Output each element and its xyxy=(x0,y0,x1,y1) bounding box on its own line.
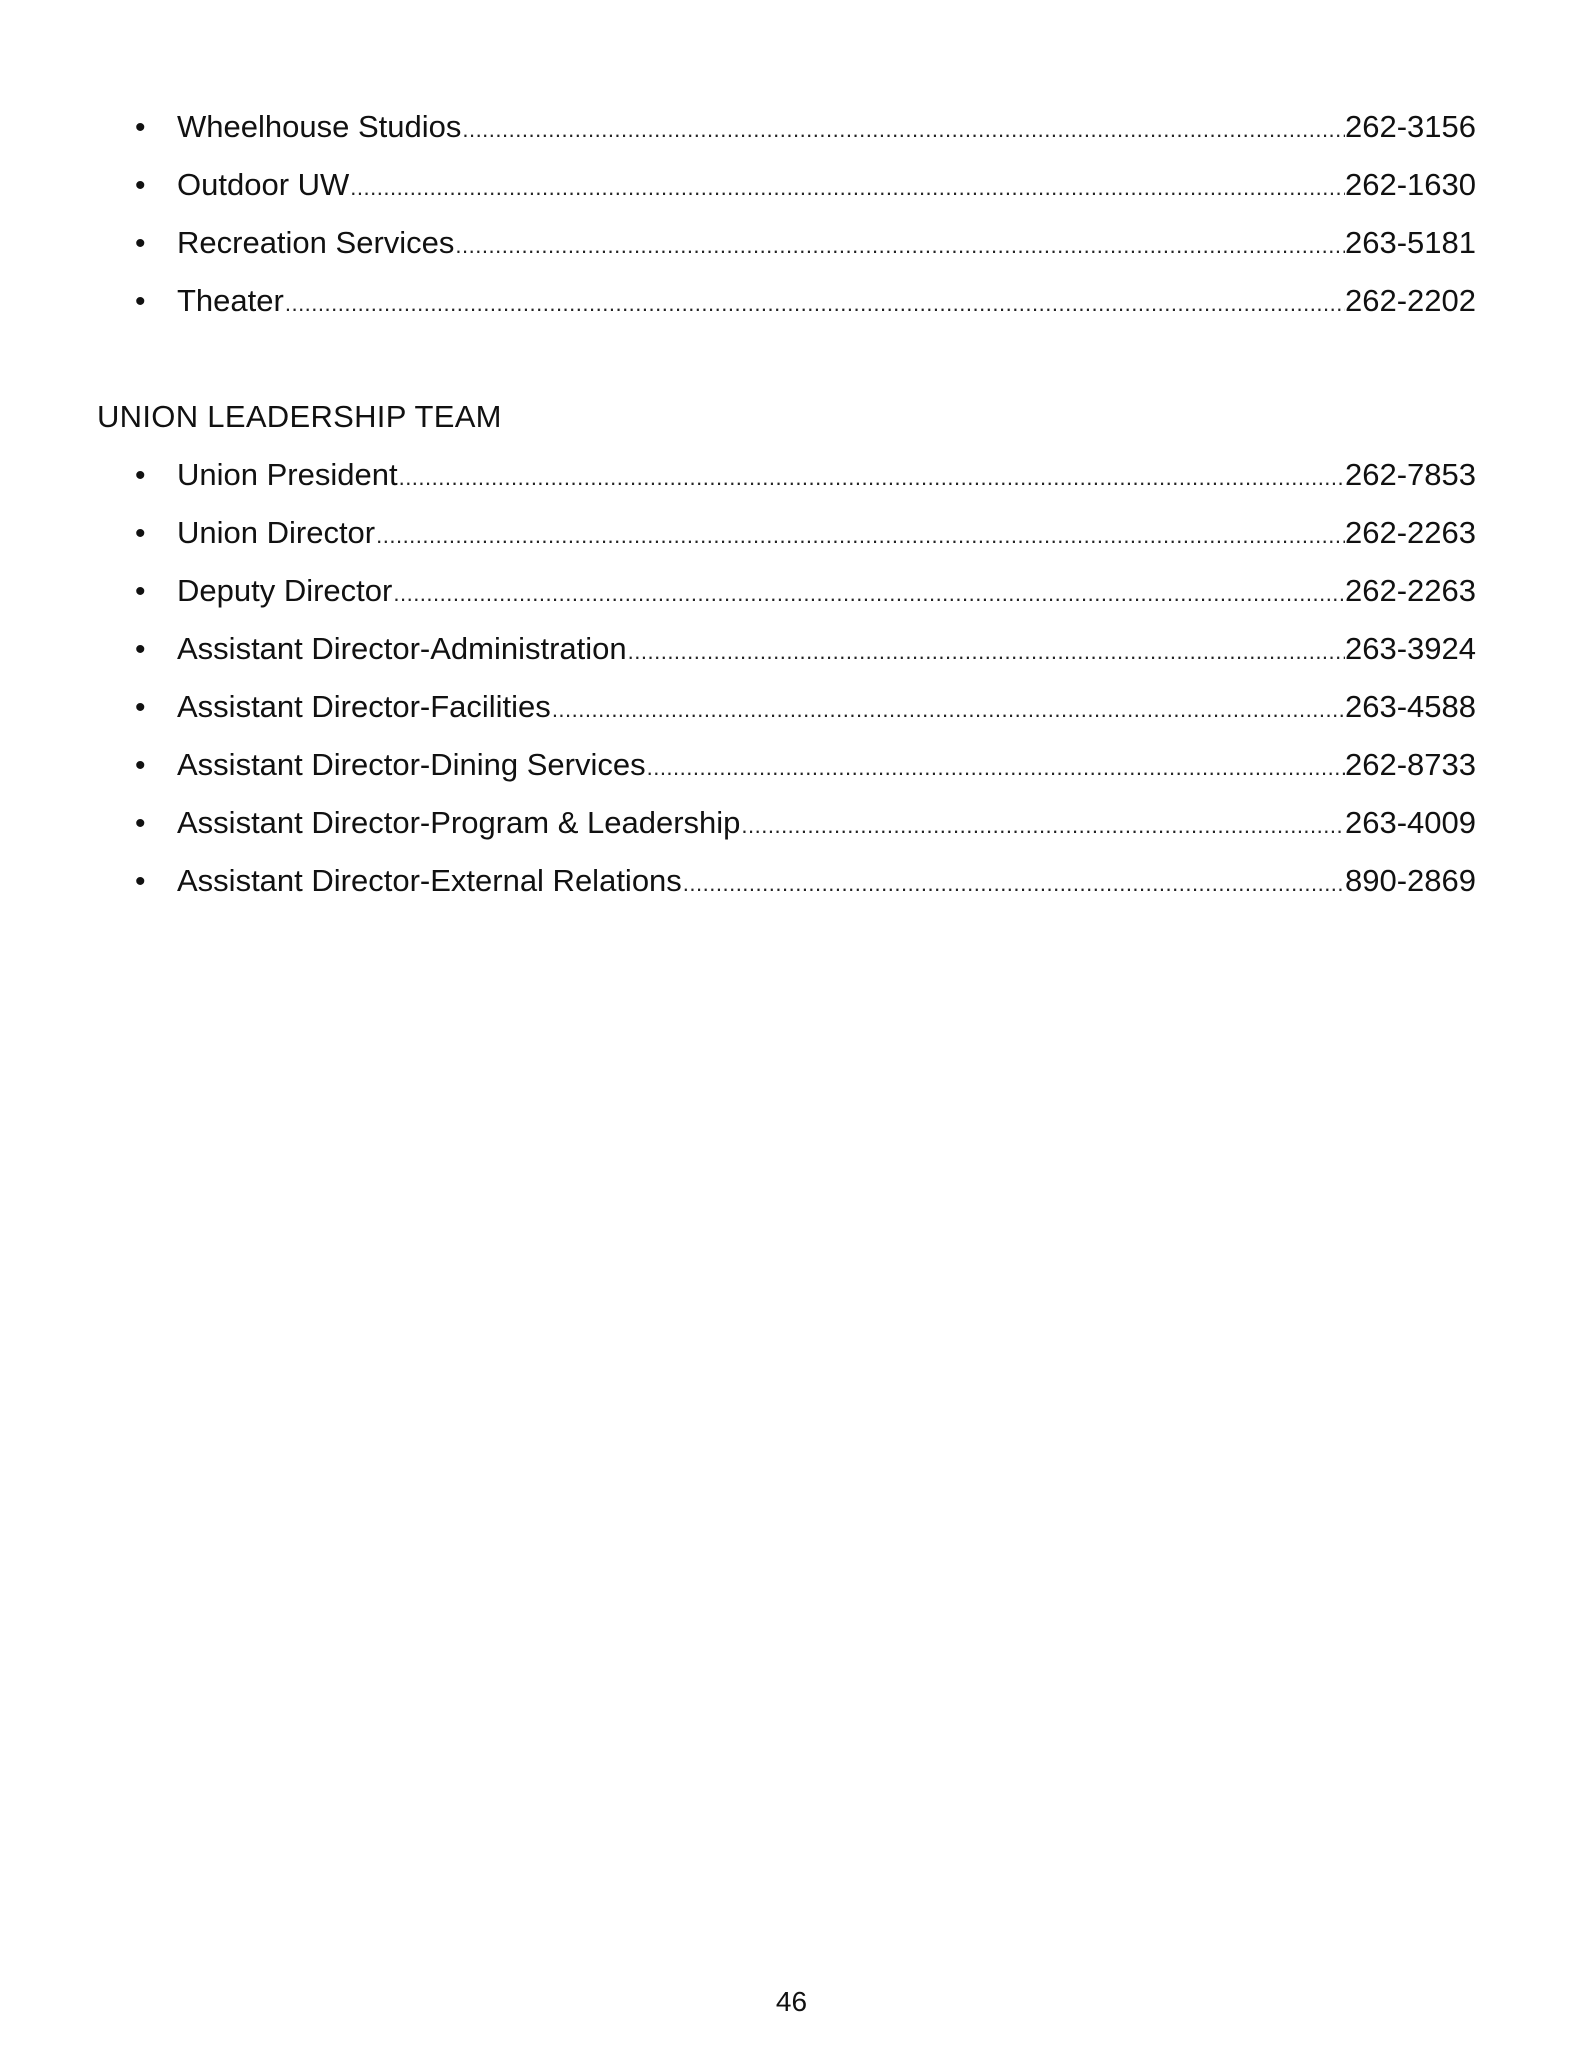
entry-phone: 262-7853 xyxy=(1344,457,1476,492)
entry-label: Deputy Director xyxy=(177,573,393,608)
entry-phone: 263-3924 xyxy=(1344,631,1476,666)
bullet-icon: • xyxy=(135,285,146,318)
dot-leader xyxy=(646,739,1345,797)
directory-entry xyxy=(135,736,1476,794)
directory-entry xyxy=(135,214,1476,272)
bullet-icon: • xyxy=(135,865,146,898)
directory-entry xyxy=(135,156,1476,214)
entry-label: Union President xyxy=(177,457,398,492)
bullet-icon: • xyxy=(135,111,146,144)
entry-phone: 262-1630 xyxy=(1344,167,1476,202)
directory-entry xyxy=(135,794,1476,852)
dot-leader xyxy=(398,449,1345,507)
directory-entry xyxy=(135,272,1476,330)
dot-leader xyxy=(461,101,1345,159)
dot-leader xyxy=(454,217,1345,275)
bullet-icon: • xyxy=(135,807,146,840)
entry-label: Theater xyxy=(177,283,284,318)
leadership-list xyxy=(135,446,1476,910)
directory-entry xyxy=(135,504,1476,562)
entry-phone: 263-4588 xyxy=(1344,689,1476,724)
entry-label: Assistant Director-Program & Leadership xyxy=(177,805,741,840)
directory-entry xyxy=(135,852,1476,910)
entry-label: Assistant Director-External Relations xyxy=(177,863,682,898)
directory-list-continued xyxy=(135,98,1476,330)
page-number: 46 xyxy=(775,1986,808,2017)
directory-entry xyxy=(135,678,1476,736)
entry-label: Wheelhouse Studios xyxy=(177,109,462,144)
entry-phone: 890-2869 xyxy=(1344,863,1476,898)
entry-phone: 262-2263 xyxy=(1344,515,1476,550)
dot-leader xyxy=(551,681,1345,739)
bullet-icon: • xyxy=(135,691,146,724)
entry-label: Recreation Services xyxy=(177,225,455,260)
entry-phone: 262-8733 xyxy=(1344,747,1476,782)
dot-leader xyxy=(740,797,1345,855)
entry-phone: 263-4009 xyxy=(1344,805,1476,840)
entry-phone: 262-3156 xyxy=(1344,109,1476,144)
entry-phone: 262-2202 xyxy=(1344,283,1476,318)
entry-label: Assistant Director-Administration xyxy=(177,631,627,666)
bullet-icon: • xyxy=(135,749,146,782)
bullet-icon: • xyxy=(135,227,146,260)
bullet-icon: • xyxy=(135,459,146,492)
entry-phone: 263-5181 xyxy=(1344,225,1476,260)
dot-leader xyxy=(627,623,1345,681)
bullet-icon: • xyxy=(135,633,146,666)
directory-entry xyxy=(135,562,1476,620)
dot-leader xyxy=(392,565,1345,623)
bullet-icon: • xyxy=(135,575,146,608)
directory-entry xyxy=(135,98,1476,156)
dot-leader xyxy=(375,507,1345,565)
entry-label: Union Director xyxy=(177,515,376,550)
dot-leader xyxy=(682,855,1345,913)
directory-entry xyxy=(135,446,1476,504)
entry-label: Assistant Director-Dining Services xyxy=(177,747,646,782)
dot-leader xyxy=(349,159,1345,217)
entry-label: Outdoor UW xyxy=(177,167,350,202)
dot-leader xyxy=(284,275,1345,333)
entry-phone: 262-2263 xyxy=(1344,573,1476,608)
entry-label: Assistant Director-Facilities xyxy=(177,689,551,724)
bullet-icon: • xyxy=(135,169,146,202)
directory-entry xyxy=(135,620,1476,678)
section-heading: UNION LEADERSHIP TEAM xyxy=(97,399,502,434)
bullet-icon: • xyxy=(135,517,146,550)
